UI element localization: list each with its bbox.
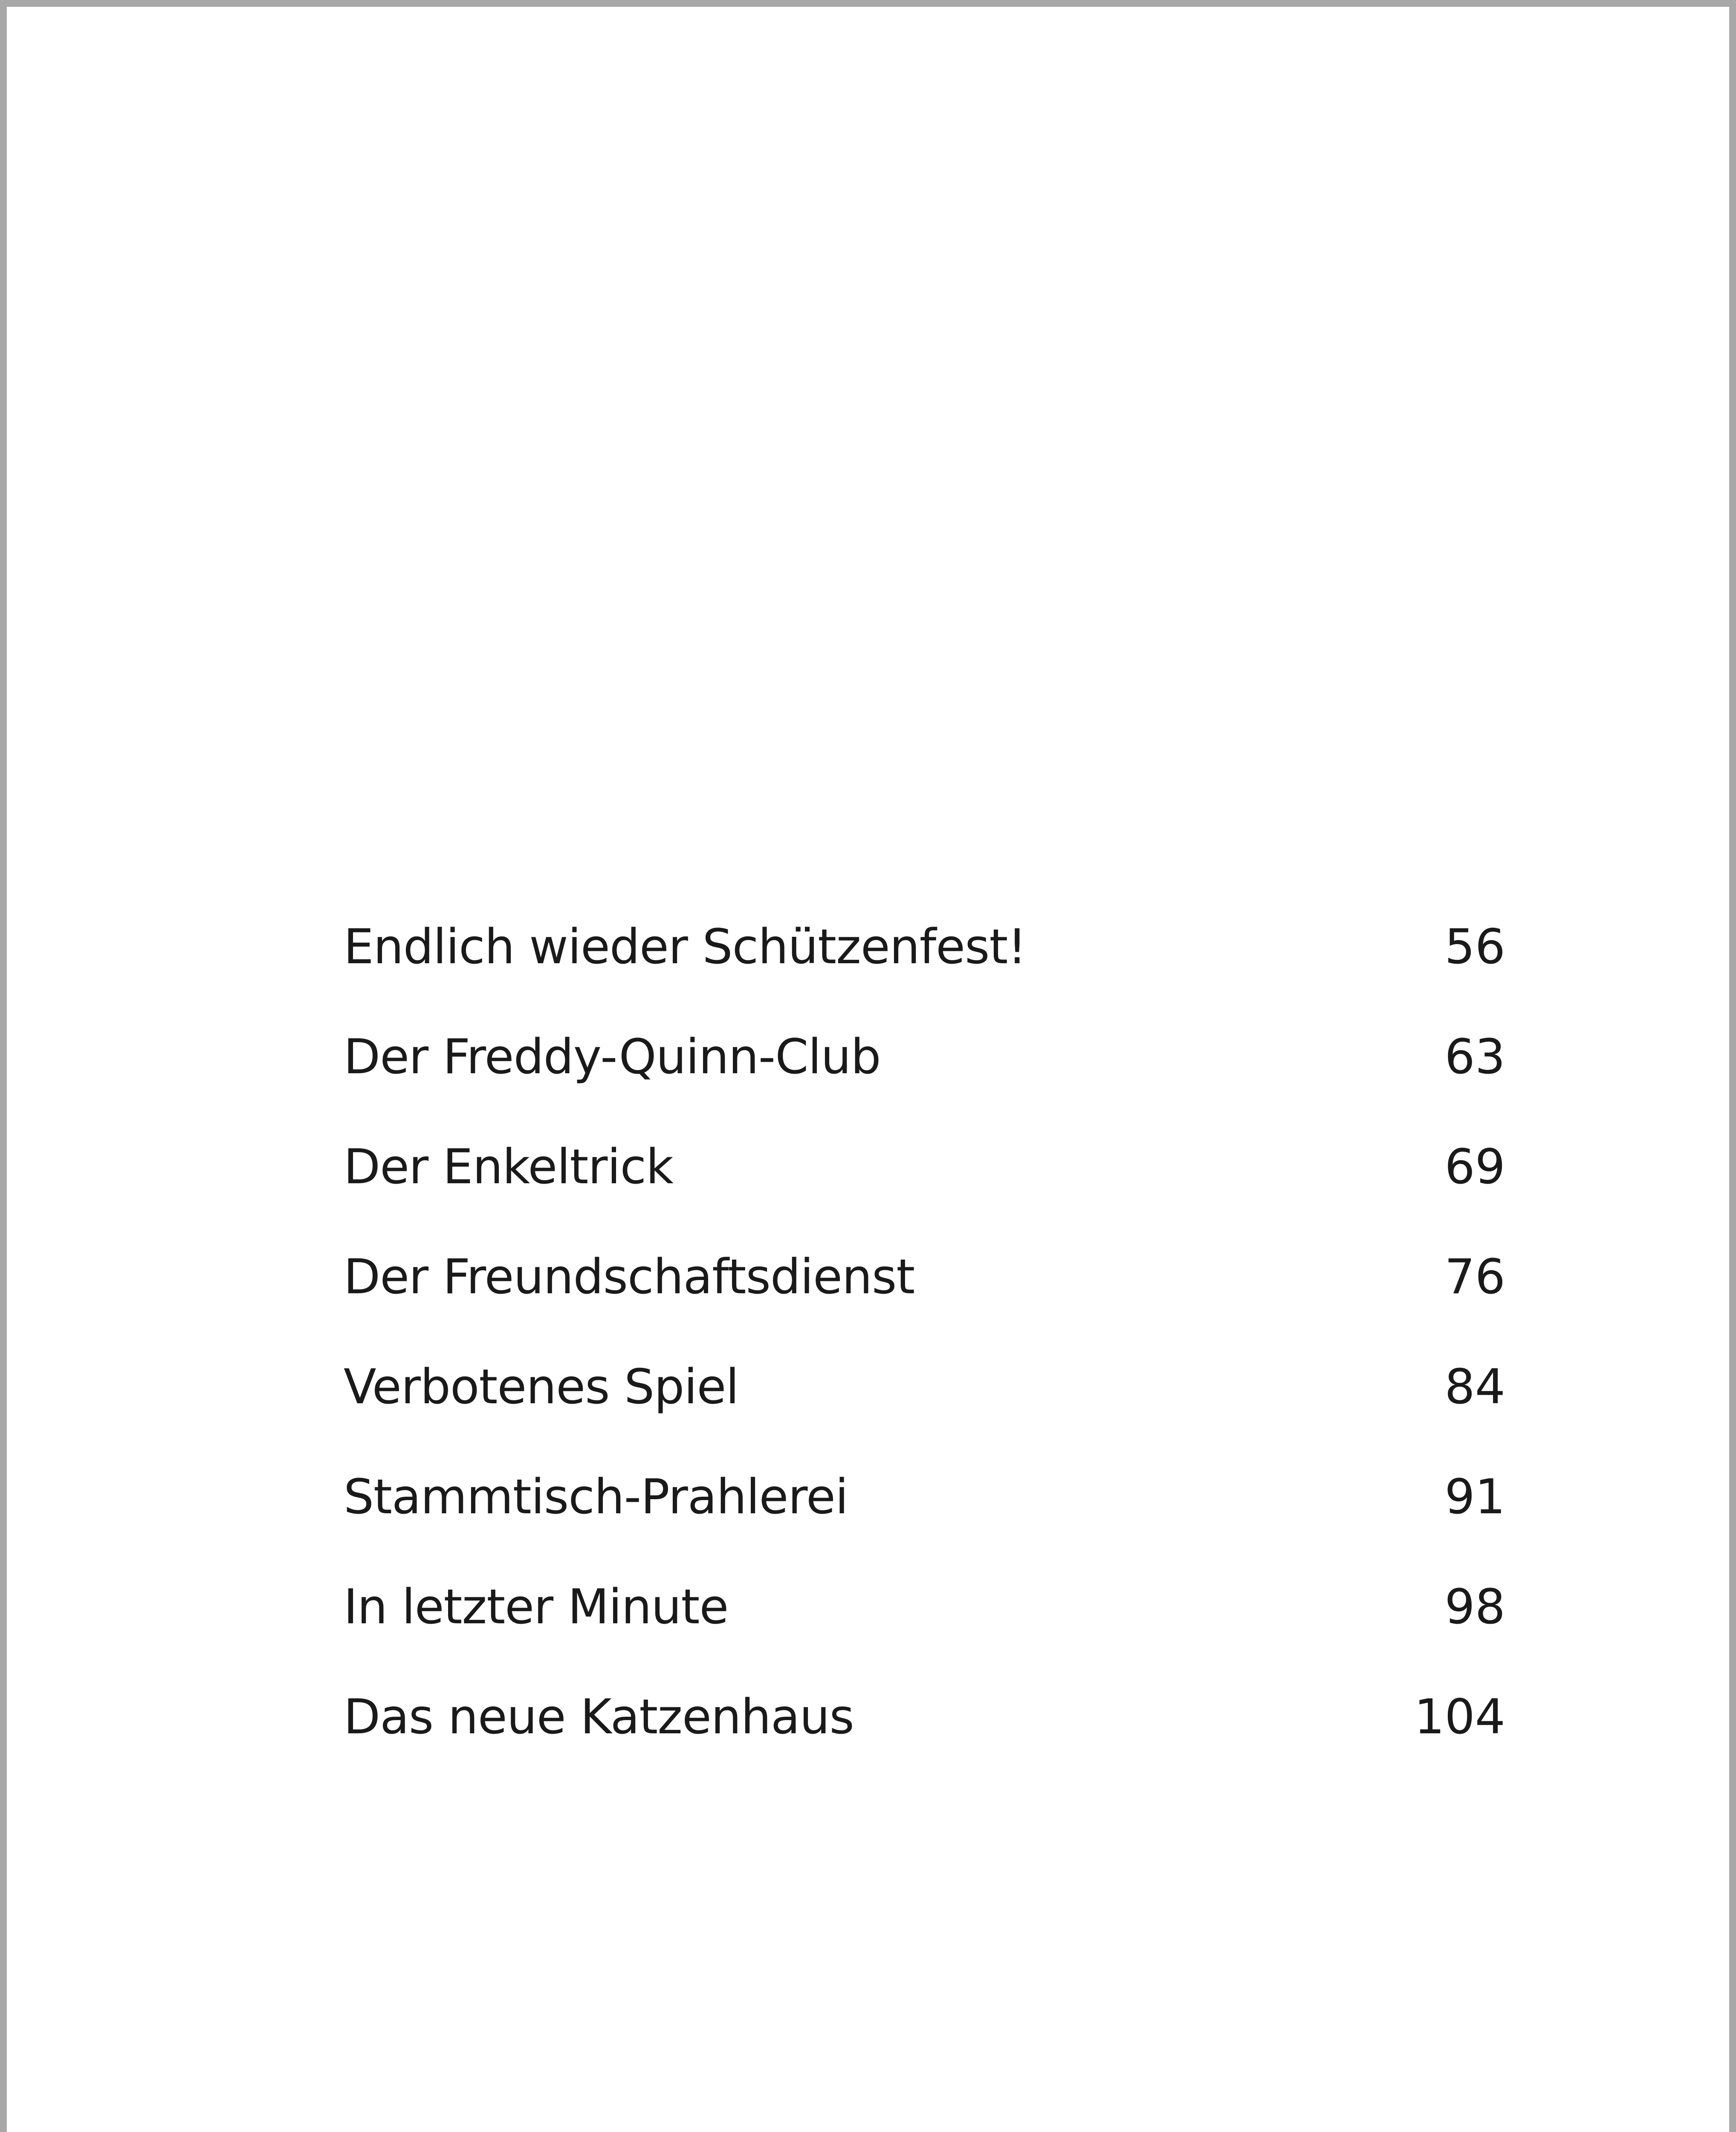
toc-entry-page-number: 84 <box>1444 1359 1505 1415</box>
toc-entry <box>344 1689 1505 1799</box>
toc-entry-title: Stammtisch-Prahlerei <box>344 1469 848 1525</box>
toc-entry-title: Das neue Katzenhaus <box>344 1689 854 1745</box>
toc-entry-title: Der Freddy-Quinn-Club <box>344 1029 881 1085</box>
toc-entry-page-number: 104 <box>1414 1689 1505 1745</box>
toc-entry-page-number: 56 <box>1444 919 1505 975</box>
toc-entry <box>344 1029 1505 1139</box>
toc-entry-title: Der Freundschaftsdienst <box>344 1249 915 1305</box>
toc-entry <box>344 1579 1505 1689</box>
toc-entry-title: Endlich wieder Schützenfest! <box>344 919 1027 975</box>
toc-entry-page-number: 91 <box>1444 1469 1505 1525</box>
toc-entry-title: Der Enkeltrick <box>344 1139 673 1195</box>
toc-entry <box>344 919 1505 1029</box>
toc-entry <box>344 1249 1505 1359</box>
toc-entry <box>344 1469 1505 1579</box>
toc-entry <box>344 1359 1505 1469</box>
table-of-contents <box>344 919 1505 1799</box>
toc-entry-page-number: 63 <box>1444 1029 1505 1085</box>
toc-entry-title: Verbotenes Spiel <box>344 1359 739 1415</box>
toc-entry-title: In letzter Minute <box>344 1579 729 1635</box>
toc-entry <box>344 1139 1505 1249</box>
toc-entry-page-number: 98 <box>1444 1579 1505 1635</box>
toc-entry-page-number: 69 <box>1444 1139 1505 1195</box>
toc-entry-page-number: 76 <box>1444 1249 1505 1305</box>
